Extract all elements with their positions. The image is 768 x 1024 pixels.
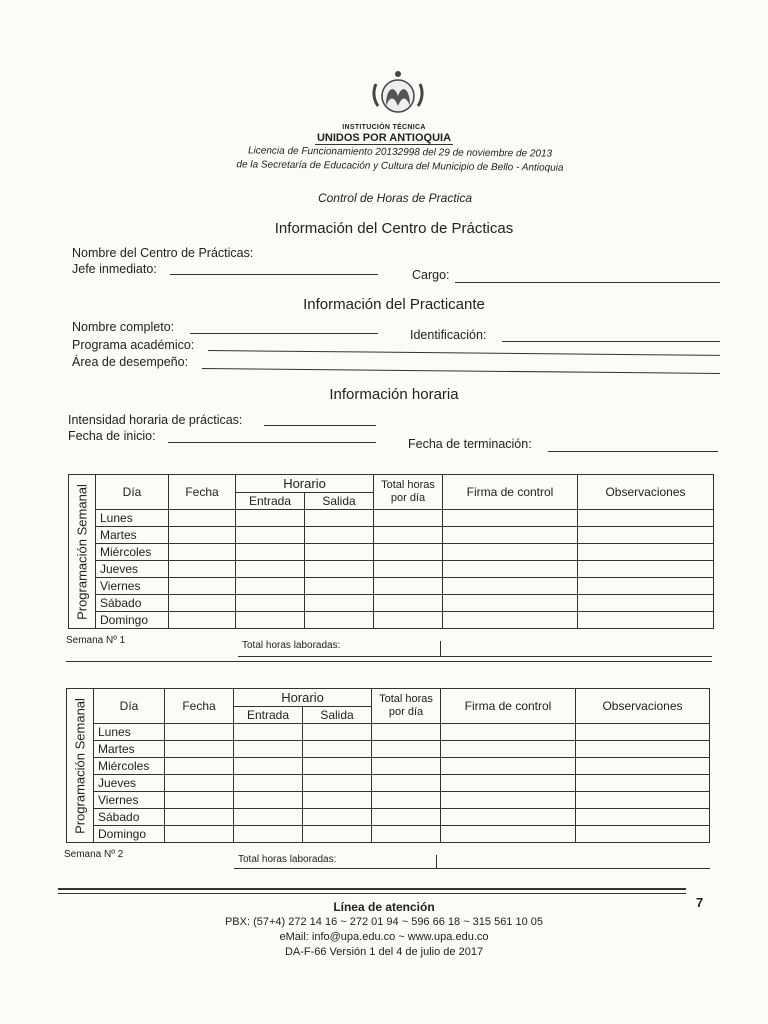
programa-field[interactable]: [208, 350, 720, 356]
col-firma: Firma de control: [443, 475, 578, 510]
day-cell: Domingo: [94, 826, 165, 843]
table-row: [67, 724, 710, 741]
col-entrada: Entrada: [236, 493, 305, 510]
label-identificacion: Identificación:: [410, 328, 487, 342]
table-row: [69, 544, 714, 561]
table-row: [67, 809, 710, 826]
day-cell: Lunes: [94, 724, 165, 741]
page-number: 7: [696, 895, 704, 910]
day-cell: Miércoles: [96, 544, 169, 561]
label-jefe: Jefe inmediato:: [72, 262, 157, 276]
label-fecha-terminacion: Fecha de terminación:: [408, 437, 532, 451]
day-cell: Martes: [94, 741, 165, 758]
cargo-field[interactable]: [455, 282, 720, 283]
table-row: [69, 527, 714, 544]
week-label: Semana Nº 1: [66, 635, 126, 646]
col-dia: Día: [94, 689, 165, 724]
area-field[interactable]: [202, 368, 720, 374]
schedule-table-week-2: [66, 688, 710, 843]
total-label: Total horas laboradas:: [238, 854, 337, 865]
label-intensidad: Intensidad horaria de prácticas:: [68, 413, 243, 427]
footer-pbx: PBX: (57+4) 272 14 16 ~ 272 01 94 ~ 596 66 18 ~ 315 561 10 05: [224, 916, 544, 928]
col-observaciones: Observaciones: [576, 689, 710, 724]
day-cell: Martes: [96, 527, 169, 544]
col-firma: Firma de control: [441, 689, 576, 724]
col-horario: Horario: [236, 475, 374, 493]
section-title-practicante: Información del Practicante: [303, 296, 485, 313]
footer-rule: [58, 888, 686, 890]
vertical-label: Programación Semanal: [69, 475, 96, 629]
col-salida: Salida: [305, 493, 374, 510]
table-row: [69, 612, 714, 629]
total-line: [238, 656, 712, 657]
label-area: Área de desempeño:: [72, 355, 189, 369]
nombre-completo-field[interactable]: [190, 333, 378, 334]
total-label: Total horas laboradas:: [242, 640, 341, 651]
license-text: Licencia de Funcionamiento 20132998 del 29 de noviembre de 2013 de la Secretaría de Educación y Cultura del Municipio de Bello - Antioquia: [236, 145, 564, 174]
day-cell: Sábado: [96, 595, 169, 612]
label-nombre-centro: Nombre del Centro de Prácticas:: [72, 246, 254, 260]
total-divider: [440, 641, 441, 657]
table-row: [69, 510, 714, 527]
col-dia: Día: [96, 475, 169, 510]
col-fecha: Fecha: [165, 689, 234, 724]
total-divider: [436, 855, 437, 869]
col-horario: Horario: [234, 689, 372, 707]
table-row: [69, 578, 714, 595]
footer-rule-thin: [58, 893, 686, 894]
day-cell: Viernes: [96, 578, 169, 595]
table-row: [67, 775, 710, 792]
footer-block: [0, 900, 768, 960]
day-cell: Jueves: [94, 775, 165, 792]
label-nombre-completo: Nombre completo:: [72, 320, 175, 334]
table-row: [67, 826, 710, 843]
label-programa: Programa académico:: [72, 338, 195, 352]
col-salida: Salida: [303, 707, 372, 724]
table-row: [67, 758, 710, 775]
day-cell: Domingo: [96, 612, 169, 629]
identificacion-field[interactable]: [502, 341, 720, 342]
fecha-terminacion-field[interactable]: [548, 451, 718, 452]
day-cell: Jueves: [96, 561, 169, 578]
institution-type: INSTITUCIÓN TÉCNICA: [342, 124, 426, 131]
col-total: Total horas por día: [372, 689, 441, 724]
vertical-label: Programación Semanal: [67, 689, 94, 843]
table-row: [69, 561, 714, 578]
institution-logo: [366, 66, 430, 122]
col-entrada: Entrada: [234, 707, 303, 724]
document-title: Control de Horas de Practica: [317, 191, 473, 205]
day-cell: Miércoles: [94, 758, 165, 775]
schedule-table-week-1: [68, 474, 714, 629]
section-title-horaria: Información horaria: [329, 386, 459, 403]
col-total: Total horas por día: [374, 475, 443, 510]
table-row: [67, 741, 710, 758]
footer-version: DA-F-66 Versión 1 del 4 de julio de 2017: [284, 946, 484, 958]
total-line: [234, 868, 710, 869]
section-title-centro: Información del Centro de Prácticas: [274, 220, 514, 237]
week-label: Semana Nº 2: [64, 849, 124, 860]
day-cell: Viernes: [94, 792, 165, 809]
jefe-field[interactable]: [170, 274, 378, 275]
intensidad-field[interactable]: [264, 425, 376, 426]
week-divider: [66, 661, 712, 662]
table-row: [67, 792, 710, 809]
footer-email: eMail: info@upa.edu.co ~ www.upa.edu.co: [279, 931, 489, 943]
label-cargo: Cargo:: [412, 268, 450, 282]
fecha-inicio-field[interactable]: [168, 442, 376, 443]
table-row: [69, 595, 714, 612]
day-cell: Sábado: [94, 809, 165, 826]
col-observaciones: Observaciones: [578, 475, 714, 510]
day-cell: Lunes: [96, 510, 169, 527]
col-fecha: Fecha: [169, 475, 236, 510]
institution-name: UNIDOS POR ANTIOQUIA: [316, 132, 452, 144]
label-fecha-inicio: Fecha de inicio:: [68, 429, 156, 443]
footer-linea: Línea de atención: [333, 900, 435, 914]
